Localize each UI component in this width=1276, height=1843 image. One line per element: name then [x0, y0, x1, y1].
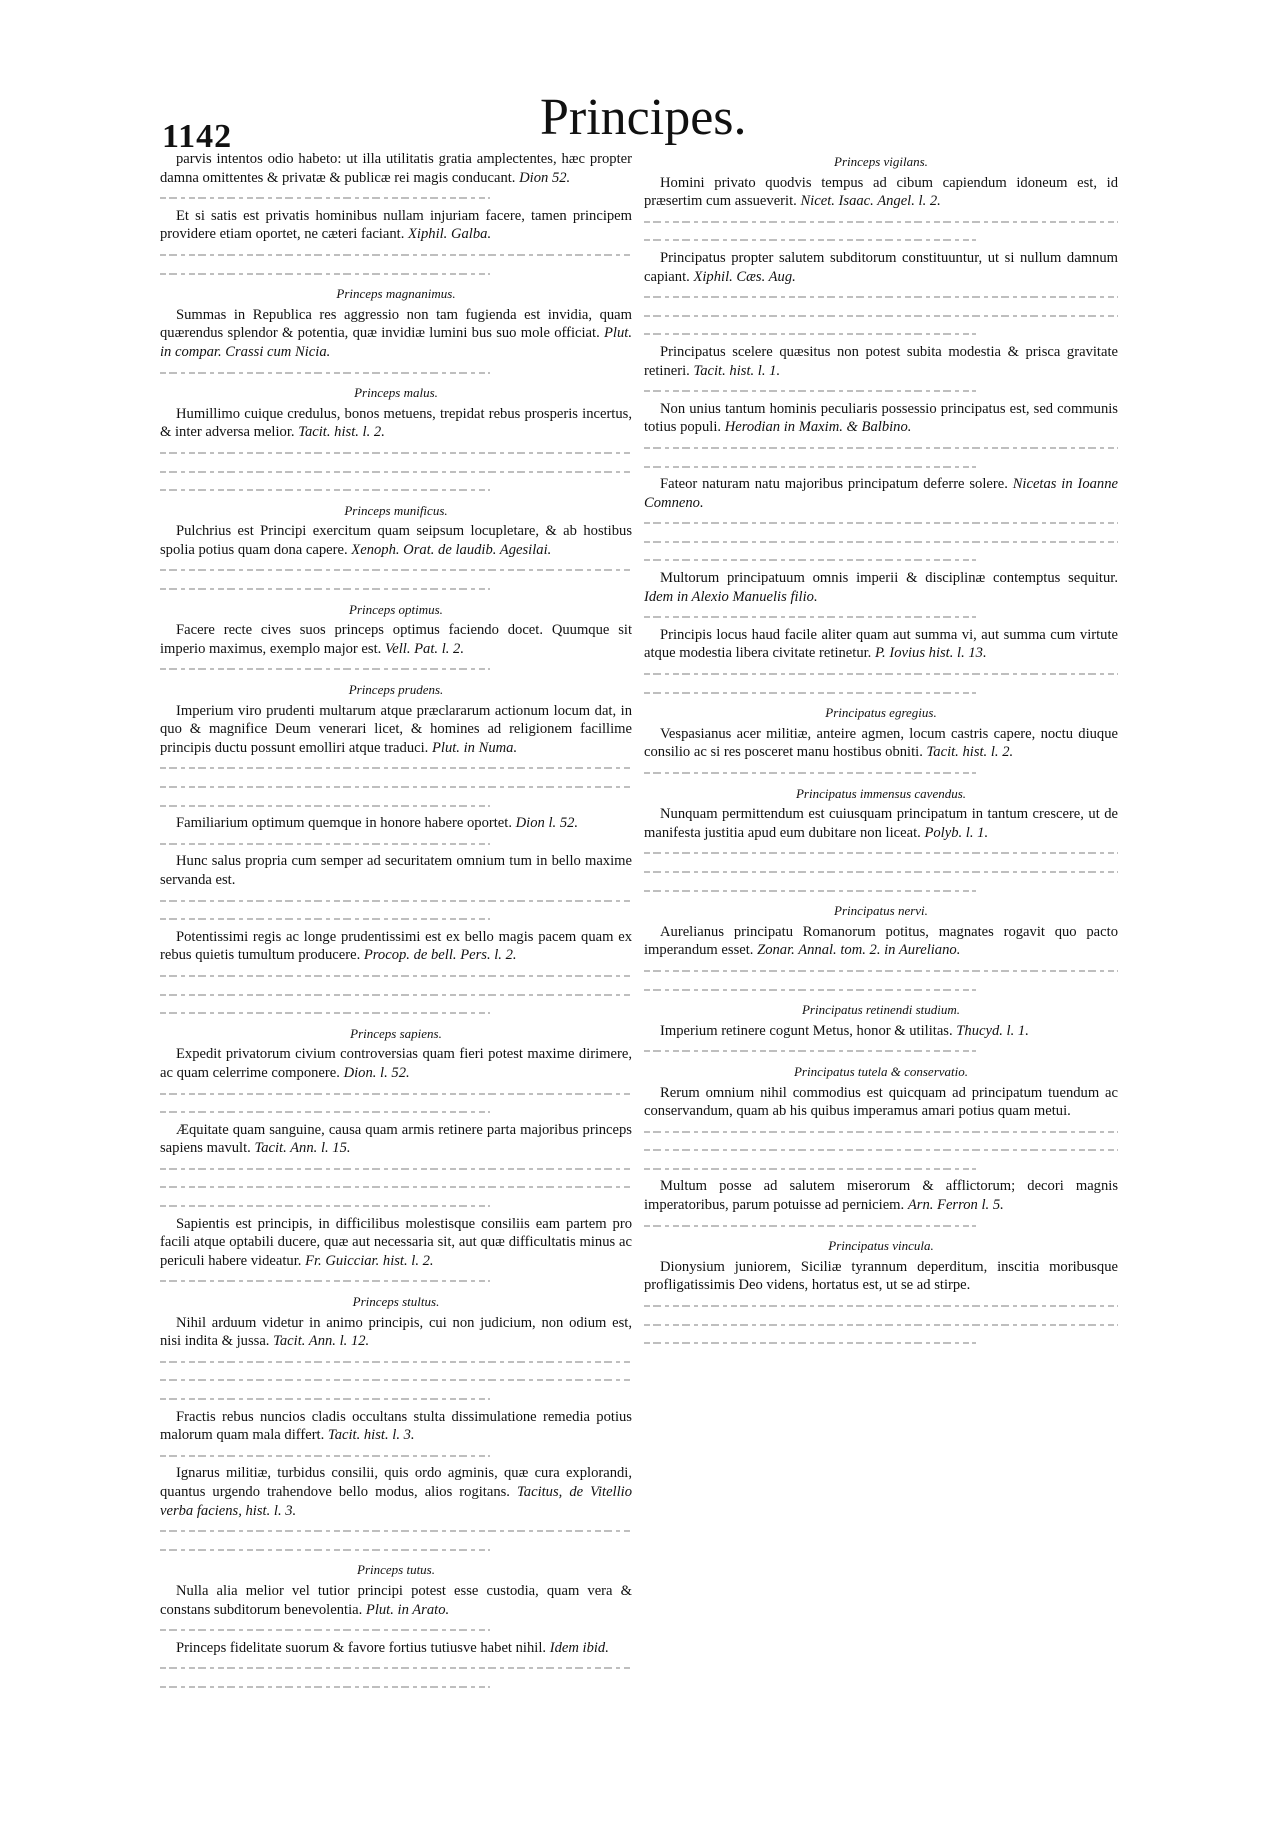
illegible-text-line: [160, 443, 632, 462]
section-heading: Princeps sapiens.: [350, 1025, 442, 1041]
citation: Zonar. Annal. tom. 2. in Aureliano.: [757, 942, 961, 959]
illegible-text-line: [160, 777, 632, 796]
entry-paragraph: [160, 207, 632, 244]
citation: Thucyd. l. 1.: [956, 1022, 1029, 1039]
entry-text: Imperium viro prudenti multarum atque præclararum actionum locum dat, in quo & magnifice Deum venerari licet, & homines ad religionem facillime principis ductu possunt emolliri atque traduci.: [160, 702, 632, 756]
citation: Tacit. hist. l. 3.: [327, 1427, 415, 1444]
illegible-text-line: [160, 834, 490, 853]
section-heading: Principatus retinendi studium.: [801, 1002, 961, 1018]
illegible-text-line: [160, 1177, 632, 1196]
entry-paragraph: [160, 1582, 632, 1619]
illegible-text-line: [644, 457, 976, 476]
illegible-text-line: [160, 891, 632, 910]
illegible-text-line: [644, 438, 1118, 457]
right-column: [644, 150, 1118, 1352]
entry-paragraph: [644, 725, 1118, 762]
citation: Nicet. Isaac. Angel. l. 2.: [800, 193, 941, 210]
citation: Tacit. hist. l. 1.: [693, 362, 781, 379]
entry-text: Facere recte cives suos princeps optimus faciendo docet. Quumque sit imperio maximus, exemplo major est.: [160, 622, 632, 657]
illegible-text-line: [160, 985, 632, 1004]
entry-paragraph: [160, 621, 632, 658]
citation: Idem in Alexio Manuelis filio.: [644, 588, 818, 605]
entry-paragraph: [644, 569, 1118, 606]
entry-text: Ignarus militiæ, turbidus consilii, quis ordo agminis, quæ cura explorandi, quantus urgendo trahendove bello modus, alios rogitans.: [160, 1465, 632, 1500]
entry-text: Principatus propter salutem subditorum constituuntur, ut si nullum damnum capiant.: [644, 249, 1118, 285]
illegible-text-line: [160, 1677, 490, 1696]
entry-text: parvis intentos odio habeto: ut illa utilitatis gratia amplectentes, hæc propter damna omittentes & privatæ & publicæ rei magis conducant.: [160, 151, 632, 186]
illegible-text-line: [160, 1389, 490, 1408]
entry-text: Aurelianus principatu Romanorum potitus, magnates rogavit quo pacto imperandum esset.: [644, 923, 1118, 959]
entry-paragraph: [644, 1022, 1118, 1041]
entry-text: Non unius tantum hominis peculiaris possessio principatus est, sed communis totius populi.: [644, 400, 1118, 436]
illegible-text-line: [644, 1122, 1118, 1141]
citation: Tacit. Ann. l. 15.: [254, 1140, 351, 1157]
section-heading: Princeps prudens.: [348, 682, 444, 698]
section-heading: Princeps tutus.: [357, 1562, 435, 1578]
entry-text: Principatus scelere quæsitus non potest subita modestia & prisca gravitate retineri.: [644, 343, 1118, 379]
illegible-text-line: [644, 381, 976, 400]
illegible-text-line: [160, 1352, 632, 1371]
citation: Tacit. Ann. l. 12.: [273, 1333, 370, 1350]
entry-text: Imperium retinere cogunt Metus, honor & utilitas.: [660, 1022, 953, 1039]
citation: Plut. in Arato.: [365, 1601, 450, 1618]
citation: P. Iovius hist. l. 13.: [875, 645, 987, 662]
section-heading: Princeps magnanimus.: [336, 286, 456, 302]
entry-text: Nihil arduum videtur in animo principis, cui non judicium, non odium est, nisi indita & jussa.: [160, 1314, 632, 1350]
illegible-text-line: [644, 980, 976, 999]
illegible-text-line: [160, 188, 490, 207]
citation: Tacit. hist. l. 2.: [926, 744, 1014, 761]
section-heading: Principatus immensus cavendus.: [795, 785, 967, 801]
entry-paragraph: [644, 1258, 1118, 1295]
entry-text: Et si satis est privatis hominibus nullam injuriam facere, tamen principem providere etiam oportet, ne cæteri faciant.: [160, 207, 632, 243]
entry-paragraph: [644, 249, 1118, 286]
entry-paragraph: [160, 852, 632, 889]
illegible-text-line: [644, 212, 1118, 231]
illegible-text-line: [160, 1084, 632, 1103]
entry-text: Nulla alia melior vel tutior principi potest esse custodia, quam vera & constans subditorum benevolentia.: [160, 1582, 632, 1618]
entry-text: Æquitate quam sanguine, causa quam armis retinere parta majoribus princeps sapiens mavult.: [160, 1121, 632, 1157]
entry-paragraph: [160, 1314, 632, 1351]
citation: Plut. in compar. Crassi cum Nicia.: [160, 325, 632, 360]
entry-text: Fateor naturam natu majoribus principatum deferre solere.: [660, 476, 1008, 493]
illegible-text-line: [160, 245, 632, 264]
entry-text: Vespasianus acer militiæ, anteire agmen, locum castris capere, noctu diuque consilio ac si res posceret manu hostibus obniti.: [644, 725, 1118, 761]
entry-text: Potentissimi regis ac longe prudentissimi est ex bello magis pacem quam ex rebus quietis tumultum producere.: [160, 928, 632, 964]
entry-text: Expedit privatorum civium controversias quam fieri potest maxime dirimere, ac quam celerrime componere.: [160, 1046, 632, 1081]
entry-paragraph: [160, 1464, 632, 1520]
illegible-text-line: [644, 1296, 1118, 1315]
citation: Vell. Pat. l. 2.: [384, 640, 464, 657]
entry-paragraph: [160, 814, 632, 833]
illegible-text-line: [160, 1271, 490, 1290]
illegible-text-line: [644, 961, 1118, 980]
section-heading: Principatus nervi.: [834, 903, 928, 919]
section-heading: Princeps optimus.: [349, 601, 443, 617]
entry-text: Hunc salus propria cum semper ad securitatem omnium tum in bello maxime servanda est.: [160, 853, 632, 888]
citation: Herodian in Maxim. & Balbino.: [724, 419, 912, 436]
citation: Dion. l. 52.: [343, 1064, 410, 1081]
illegible-text-line: [644, 763, 976, 782]
illegible-text-line: [644, 550, 976, 569]
illegible-text-line: [160, 1521, 632, 1540]
citation: Tacit. hist. l. 2.: [298, 424, 385, 441]
illegible-text-line: [160, 796, 490, 815]
citation: Nicetas in Ioanne Comneno.: [644, 476, 1118, 511]
illegible-text-line: [644, 881, 976, 900]
section-heading: Principatus vincula.: [828, 1238, 934, 1254]
illegible-text-line: [160, 560, 632, 579]
citation: Arn. Ferron l. 5.: [907, 1197, 1004, 1214]
left-column: [160, 150, 632, 1696]
entry-paragraph: [644, 174, 1118, 211]
illegible-text-line: [644, 683, 976, 702]
illegible-text-line: [644, 843, 1118, 862]
illegible-text-line: [160, 1658, 632, 1677]
illegible-text-line: [160, 462, 632, 481]
entry-text: Fractis rebus nuncios cladis occultans stulta dissimulatione remedia potius malorum quam mala differt.: [160, 1408, 632, 1444]
entry-text: Pulchrius est Principi exercitum quam seipsum locupletare, & ab hostibus spolia potius quam dona capere.: [160, 523, 632, 558]
entry-paragraph: [160, 702, 632, 758]
page-number: 1142: [162, 118, 233, 155]
illegible-text-line: [160, 909, 490, 928]
entry-text: Humillimo cuique credulus, bonos metuens, trepidat rebus prosperis incertus, & inter adversa melior.: [160, 405, 632, 441]
illegible-text-line: [160, 1159, 632, 1178]
citation: Polyb. l. 1.: [924, 824, 989, 841]
illegible-text-line: [160, 579, 490, 598]
illegible-text-line: [160, 1620, 490, 1639]
entry-paragraph: [160, 306, 632, 362]
illegible-text-line: [644, 513, 1118, 532]
entry-paragraph: [160, 1121, 632, 1158]
illegible-text-line: [644, 607, 976, 626]
section-heading: Princeps malus.: [354, 385, 438, 401]
illegible-text-line: [160, 1003, 490, 1022]
illegible-text-line: [160, 659, 490, 678]
illegible-text-line: [160, 480, 490, 499]
illegible-text-line: [160, 758, 632, 777]
entry-text: Multorum principatuum omnis imperii & disciplinæ contemptus sequitur.: [660, 570, 1118, 587]
citation: Plut. in Numa.: [431, 739, 518, 756]
entry-paragraph: [160, 1408, 632, 1445]
illegible-text-line: [644, 230, 976, 249]
entry-paragraph: [644, 1177, 1118, 1214]
entry-text: Nunquam permittendum est cuiusquam principatum in tantum crescere, ut de manifesta justitia apud eum dubitare non liceat.: [644, 806, 1118, 841]
illegible-text-line: [160, 1540, 490, 1559]
illegible-text-line: [160, 1196, 490, 1215]
section-heading: Principatus egregius.: [825, 705, 937, 721]
citation: Procop. de bell. Pers. l. 2.: [363, 947, 517, 964]
citation: Xiphil. Galba.: [408, 226, 492, 243]
illegible-text-line: [644, 1333, 976, 1352]
entry-text: Homini privato quodvis tempus ad cibum capiendum idoneum est, id præsertim cum assueverit.: [644, 174, 1118, 210]
section-heading: Princeps stultus.: [352, 1294, 440, 1310]
citation: Fr. Guicciar. hist. l. 2.: [305, 1252, 434, 1269]
citation: Xiphil. Cæs. Aug.: [693, 268, 796, 285]
illegible-text-line: [160, 1102, 490, 1121]
entry-text: Familiarium optimum quemque in honore habere oportet.: [176, 815, 512, 832]
running-title: Principes.: [540, 89, 747, 146]
entry-text: Multum posse ad salutem miserorum & afflictorum; decori magnis imperatoribus, parum potuisse ad perniciem.: [644, 1178, 1118, 1214]
illegible-text-line: [160, 1370, 632, 1389]
entry-paragraph: [644, 400, 1118, 437]
entry-paragraph: [160, 1045, 632, 1082]
illegible-text-line: [644, 1216, 976, 1235]
illegible-text-line: [644, 1315, 1118, 1334]
section-heading: Princeps vigilans.: [834, 154, 928, 169]
illegible-text-line: [160, 1446, 490, 1465]
section-heading: Princeps munificus.: [344, 502, 448, 518]
entry-text: Princeps fidelitate suorum & favore fortius tutiusve habet nihil.: [176, 1639, 547, 1656]
section-heading: Principatus tutela & conservatio.: [793, 1063, 969, 1079]
entry-paragraph: [160, 150, 632, 187]
illegible-text-line: [644, 1159, 976, 1178]
illegible-text-line: [644, 862, 1118, 881]
entry-paragraph: [160, 928, 632, 965]
illegible-text-line: [644, 324, 976, 343]
illegible-text-line: [644, 287, 1118, 306]
citation: Dion l. 52.: [515, 815, 579, 832]
entry-text: Summas in Republica res aggressio non tam fugienda est invidia, quam quærendus splendor & potentia, quæ invidiæ lumini bus suo mole officiat.: [160, 306, 632, 342]
illegible-text-line: [644, 532, 1118, 551]
illegible-text-line: [160, 363, 490, 382]
citation: Tacitus, de Vitellio verba faciens, hist. l. 3.: [160, 1483, 633, 1519]
illegible-text-line: [160, 966, 632, 985]
entry-paragraph: [644, 475, 1118, 512]
entry-paragraph: [644, 805, 1118, 842]
citation: Xenoph. Orat. de laudib. Agesilai.: [351, 541, 552, 558]
illegible-text-line: [644, 664, 1118, 683]
entry-paragraph: [160, 1639, 632, 1658]
entry-paragraph: [160, 405, 632, 442]
entry-text: Sapientis est principis, in difficilibus molestisque consiliis eam partem pro facili atque optabili ducere, quæ aut necessaria sit, aut quæ difficultatis minus ac periculi habere videatur.: [160, 1215, 632, 1269]
entry-text: Principis locus haud facile aliter quam aut summa vi, aut summa cum virtute atque modestia libera civitate retinetur.: [644, 626, 1118, 662]
illegible-text-line: [160, 264, 490, 283]
illegible-text-line: [644, 1041, 976, 1060]
citation: Dion 52.: [519, 169, 571, 186]
illegible-text-line: [644, 1140, 1118, 1159]
entry-paragraph: [160, 1215, 632, 1271]
citation: Idem ibid.: [549, 1639, 609, 1656]
entry-paragraph: [644, 626, 1118, 663]
entry-text: Rerum omnium nihil commodius est quicquam ad principatum tuendum ac conservandum, quam ab his quibus imperamus amari potius quam metui.: [644, 1084, 1118, 1120]
entry-paragraph: [160, 522, 632, 559]
entry-paragraph: [644, 1084, 1118, 1121]
entry-paragraph: [644, 923, 1118, 960]
entry-text: Dionysium juniorem, Siciliæ tyrannum deperditum, inscitia moribusque profligatissimis Deo videns, hortatus est, ut se ad stirpe.: [644, 1258, 1118, 1294]
entry-paragraph: [644, 343, 1118, 380]
illegible-text-line: [644, 306, 1118, 325]
